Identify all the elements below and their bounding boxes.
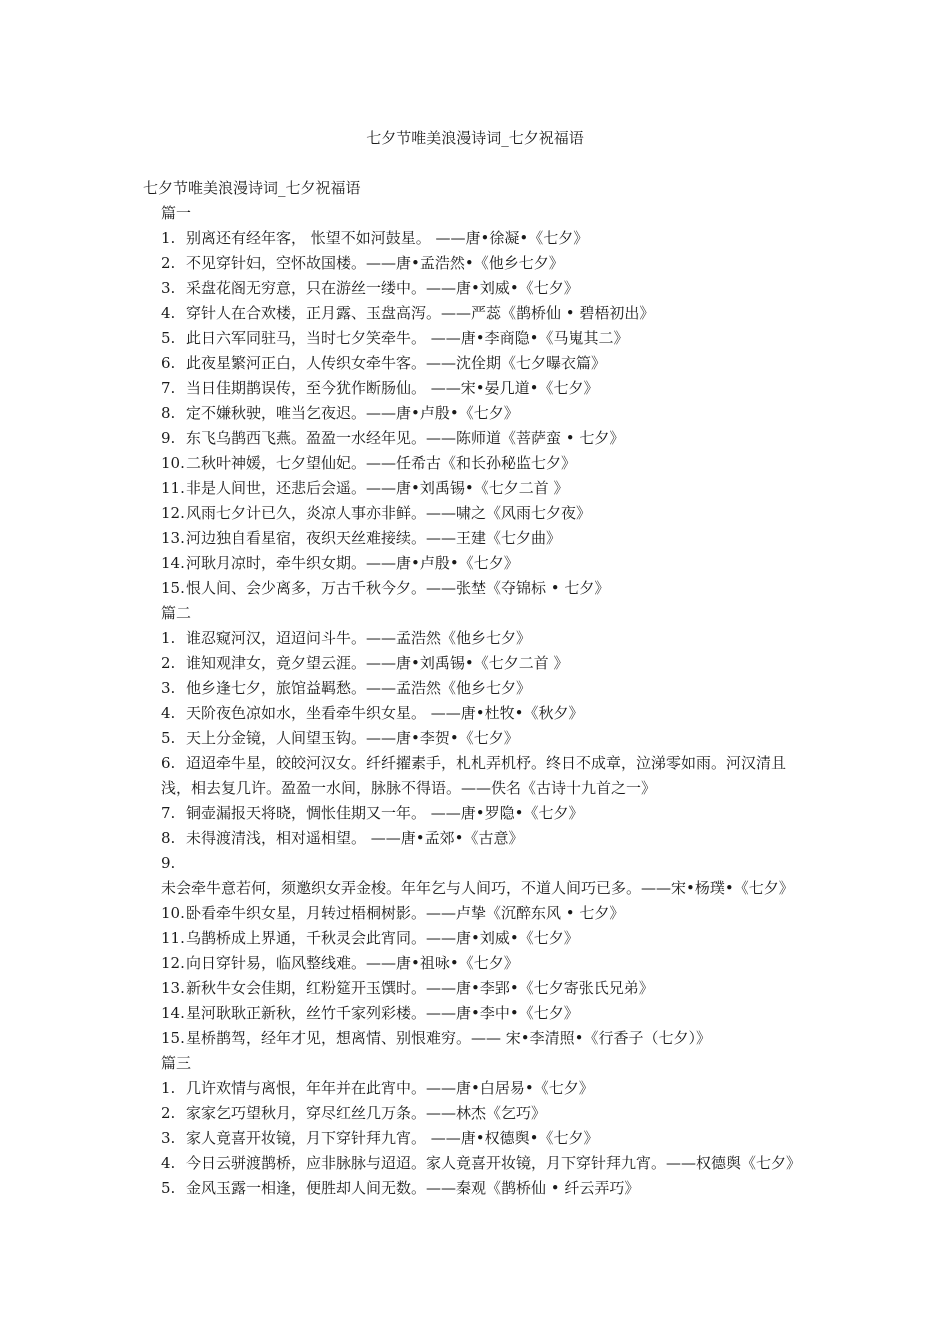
line-text: 谁忍窥河汉，迢迢问斗牛。——孟浩然《他乡七夕》	[186, 629, 532, 647]
poem-line	[143, 501, 813, 526]
poem-line	[143, 376, 813, 401]
poem-line	[143, 326, 813, 351]
poem-line	[143, 251, 813, 276]
line-number: 11.	[161, 479, 185, 497]
line-number: 1.	[161, 229, 176, 247]
line-number: 12.	[161, 954, 185, 972]
poem-line	[143, 476, 813, 501]
line-text: 东飞乌鹊西飞燕。盈盈一水经年见。——陈师道《菩萨蛮 • 七夕》	[186, 429, 625, 447]
poem-line	[143, 701, 813, 726]
line-number: 3.	[161, 679, 176, 697]
line-text: 河边独自看星宿，夜织天丝难接续。——王建《七夕曲》	[186, 529, 562, 547]
poem-line	[143, 1176, 813, 1201]
line-number: 4.	[161, 1154, 176, 1172]
line-text: 几许欢情与离恨，年年并在此宵中。——唐•白居易•《七夕》	[186, 1079, 594, 1097]
poem-line	[143, 1026, 813, 1051]
line-text: 不见穿针妇，空怀故国楼。——唐•孟浩然•《他乡七夕》	[186, 254, 564, 272]
line-number: 6.	[161, 354, 176, 372]
line-text: 新秋牛女会佳期，红粉筵开玉馔时。——唐•李郢•《七夕寄张氏兄弟》	[186, 979, 654, 997]
line-text: 迢迢牵牛星，皎皎河汉女。纤纤擢素手，札札弄机杼。终日不成章，泣涕零如雨。河汉清且浅，相去复几许。盈盈一水间，脉脉不得语。——佚名《古诗十九首之一》	[161, 754, 787, 797]
line-number: 2.	[161, 654, 176, 672]
line-text: 二秋叶神媛，七夕望仙妃。——任希古《和长孙秘监七夕》	[186, 454, 577, 472]
line-text: 卧看牵牛织女星，月转过梧桐树影。——卢挚《沉醉东风 • 七夕》	[186, 904, 625, 922]
line-text: 采盘花阁无穷意，只在游丝一缕中。——唐•刘威•《七夕》	[186, 279, 579, 297]
poem-line	[143, 1001, 813, 1026]
line-text: 星河耿耿正新秋，丝竹千家列彩楼。——唐•李中•《七夕》	[186, 1004, 579, 1022]
line-text: 家家乞巧望秋月，穿尽红丝几万条。——林杰《乞巧》	[186, 1104, 547, 1122]
line-text: 金风玉露一相逢，便胜却人间无数。——秦观《鹊桥仙 • 纤云弄巧》	[186, 1179, 640, 1197]
poem-line	[143, 626, 813, 651]
line-number: 9.	[161, 854, 176, 872]
poem-line	[143, 551, 813, 576]
line-text: 铜壶漏报天将晓，惆怅佳期又一年。 ——唐•罗隐•《七夕》	[186, 804, 584, 822]
line-number: 3.	[161, 1129, 176, 1147]
line-number: 14.	[161, 554, 185, 572]
line-number: 4.	[161, 704, 176, 722]
line-number: 4.	[161, 304, 176, 322]
line-text: 家人竟喜开妆镜，月下穿针拜九宵。 ——唐•权德舆•《七夕》	[186, 1129, 599, 1147]
line-text: 别离还有经年客， 怅望不如河鼓星。 ——唐•徐凝•《七夕》	[186, 229, 589, 247]
line-text: 乌鹊桥成上界通，千秋灵会此宵同。——唐•刘威•《七夕》	[186, 929, 579, 947]
line-text: 此日六军同驻马，当时七夕笑牵牛。 ——唐•李商隐•《马嵬其二》	[186, 329, 629, 347]
poem-line	[143, 851, 813, 901]
poem-line	[143, 451, 813, 476]
line-text: 今日云骈渡鹊桥，应非脉脉与迢迢。家人竟喜开妆镜，月下穿针拜九宵。——权德舆《七夕》	[186, 1154, 802, 1172]
line-number: 6.	[161, 754, 176, 772]
line-text: 此夜星繁河正白，人传织女牵牛客。——沈佺期《七夕曝衣篇》	[186, 354, 607, 372]
line-text: 未得渡清浅，相对遥相望。 ——唐•孟郊•《古意》	[186, 829, 524, 847]
poem-line	[143, 276, 813, 301]
section-heading: 篇一	[161, 204, 192, 222]
line-text: 天上分金镜，人间望玉钩。——唐•李贺•《七夕》	[186, 729, 519, 747]
line-number: 2.	[161, 254, 176, 272]
line-number: 9.	[161, 429, 176, 447]
section-heading: 篇二	[161, 604, 192, 622]
line-number: 5.	[161, 329, 176, 347]
poem-line	[143, 1101, 813, 1126]
line-number: 8.	[161, 829, 176, 847]
poem-line	[143, 226, 813, 251]
poem-line	[143, 301, 813, 326]
line-number: 15.	[161, 579, 185, 597]
section-heading: 篇三	[161, 1054, 192, 1072]
line-number: 11.	[161, 929, 185, 947]
poem-line	[143, 426, 813, 451]
line-text: 谁知观津女，竟夕望云涯。——唐•刘禹锡•《七夕二首 》	[186, 654, 569, 672]
line-text: 他乡逢七夕，旅馆益羁愁。——孟浩然《他乡七夕》	[186, 679, 532, 697]
line-text: 当日佳期鹊误传，至今犹作断肠仙。 ——宋•晏几道•《七夕》	[186, 379, 599, 397]
line-number: 13.	[161, 979, 185, 997]
poem-line	[143, 726, 813, 751]
line-text: 向日穿针易，临风整线难。——唐•祖咏•《七夕》	[186, 954, 519, 972]
line-text: 未会牵牛意若何，须邀织女弄金梭。年年乞与人间巧，不道人间巧已多。——宋•杨璞•《七夕》	[161, 879, 794, 897]
poem-line	[143, 401, 813, 426]
poem-line	[143, 1076, 813, 1101]
poem-line	[143, 651, 813, 676]
document-subtitle: 七夕节唯美浪漫诗词_七夕祝福语	[143, 179, 361, 197]
line-text: 河耿月凉时，牵牛织女期。——唐•卢殷•《七夕》	[186, 554, 519, 572]
line-text: 天阶夜色凉如水，坐看牵牛织女星。 ——唐•杜牧•《秋夕》	[186, 704, 584, 722]
document-title: 七夕节唯美浪漫诗词_七夕祝福语	[366, 129, 584, 147]
poem-line	[143, 576, 813, 601]
line-text: 定不嫌秋驶，唯当乞夜迟。——唐•卢殷•《七夕》	[186, 404, 519, 422]
poem-line	[143, 976, 813, 1001]
poem-line	[143, 801, 813, 826]
poem-line	[143, 526, 813, 551]
line-number: 7.	[161, 379, 176, 397]
line-number: 1.	[161, 1079, 176, 1097]
poem-line	[143, 351, 813, 376]
line-number: 3.	[161, 279, 176, 297]
line-number: 1.	[161, 629, 176, 647]
line-text: 星桥鹊驾，经年才见，想离情、别恨难穷。—— 宋•李清照•《行香子（七夕）》	[186, 1029, 711, 1047]
line-number: 15.	[161, 1029, 185, 1047]
line-text: 穿针人在合欢楼，正月露、玉盘高泻。——严蕊《鹊桥仙 • 碧梧初出》	[186, 304, 655, 322]
poem-line	[143, 826, 813, 851]
line-text: 非是人间世，还悲后会遥。——唐•刘禹锡•《七夕二首 》	[186, 479, 569, 497]
poem-line	[143, 1151, 813, 1176]
line-text: 恨人间、会少离多，万古千秋今夕。——张埜《夺锦标 • 七夕》	[186, 579, 610, 597]
poem-line	[143, 1126, 813, 1151]
poem-line	[143, 951, 813, 976]
line-number: 14.	[161, 1004, 185, 1022]
poem-line	[143, 926, 813, 951]
line-number: 5.	[161, 729, 176, 747]
line-text: 风雨七夕计已久，炎凉人事亦非鲜。——啸之《风雨七夕夜》	[186, 504, 592, 522]
line-number: 10.	[161, 904, 185, 922]
line-number: 7.	[161, 804, 176, 822]
line-number: 2.	[161, 1104, 176, 1122]
line-number: 5.	[161, 1179, 176, 1197]
document-body	[143, 176, 813, 1201]
line-number: 8.	[161, 404, 176, 422]
poem-line	[143, 901, 813, 926]
line-number: 12.	[161, 504, 185, 522]
line-number: 10.	[161, 454, 185, 472]
poem-line	[143, 751, 813, 801]
line-number: 13.	[161, 529, 185, 547]
poem-line	[143, 676, 813, 701]
